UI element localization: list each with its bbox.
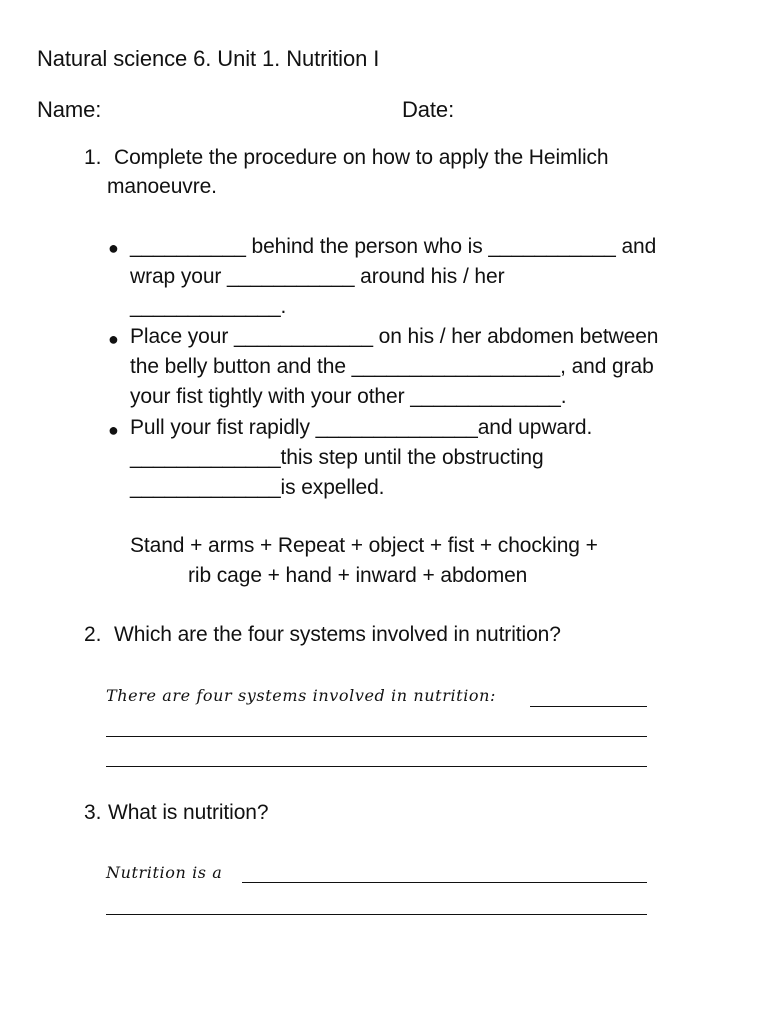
- q3-answer-blank-1[interactable]: [242, 882, 647, 883]
- q2-answer-start: There are four systems involved in nutrition:: [106, 686, 497, 705]
- bullet-dot-icon: ●: [108, 420, 119, 440]
- page-title: Natural science 6. Unit 1. Nutrition I: [37, 46, 380, 71]
- bullet1-line1: __________ behind the person who is ___________ and: [130, 235, 657, 258]
- bullet3-line1: Pull your fist rapidly ______________and upward.: [130, 416, 593, 439]
- q3-number: 3.: [84, 801, 102, 824]
- q1-prompt-line1: Complete the procedure on how to apply the Heimlich: [114, 146, 609, 169]
- q1-number: 1.: [84, 146, 102, 169]
- q1-prompt-line2: manoeuvre.: [107, 175, 217, 198]
- date-label: Date:: [402, 97, 455, 122]
- bullet2-line1: Place your ____________ on his / her abdomen between: [130, 325, 659, 348]
- q3-answer-start: Nutrition is a: [106, 863, 223, 882]
- bullet3-line3: _____________is expelled.: [130, 476, 385, 499]
- bullet1-line2: wrap your ___________ around his / her: [130, 265, 505, 288]
- word-bank-line1: Stand + arms + Repeat + object + fist + chocking +: [130, 534, 598, 557]
- q2-answer-blank-1[interactable]: [530, 706, 647, 707]
- q3-prompt: What is nutrition?: [108, 801, 269, 824]
- bullet3-line2: _____________this step until the obstructing: [130, 446, 544, 469]
- bullet-dot-icon: ●: [108, 238, 119, 258]
- name-label: Name:: [37, 97, 102, 122]
- q2-prompt: Which are the four systems involved in nutrition?: [114, 623, 561, 646]
- bullet1-line3: _____________.: [130, 295, 287, 318]
- bullet2-line2: the belly button and the __________________, and grab: [130, 355, 654, 378]
- bullet-dot-icon: ●: [108, 329, 119, 349]
- q3-answer-blank-2[interactable]: [106, 914, 647, 915]
- word-bank-line2: rib cage + hand + inward + abdomen: [188, 564, 528, 587]
- q2-answer-blank-2[interactable]: [106, 736, 647, 737]
- q2-answer-blank-3[interactable]: [106, 766, 647, 767]
- bullet2-line3: your fist tightly with your other _____________.: [130, 385, 567, 408]
- q2-number: 2.: [84, 623, 102, 646]
